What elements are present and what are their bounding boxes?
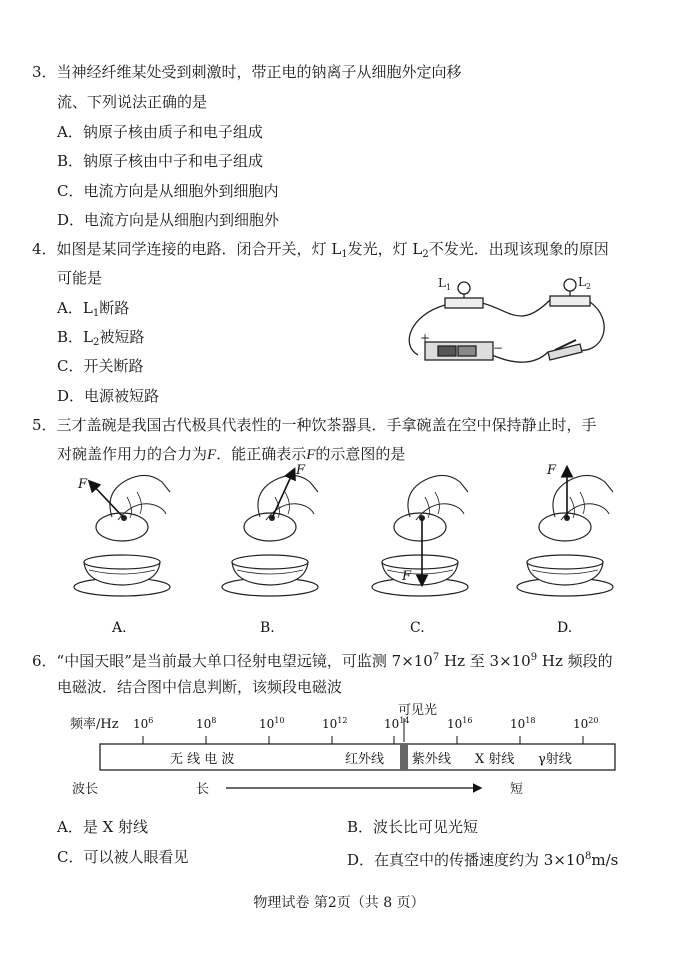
force-arrow-a xyxy=(90,482,124,518)
lamp2-bulb xyxy=(564,279,576,291)
freq-axis-label: 频率/Hz xyxy=(70,717,119,732)
q4-stem: 4．如图是某同学连接的电路．闭合开关，灯 $L_1$发光，灯 $L_2$不发光．出现该现象的原因 xyxy=(32,240,609,260)
figure-label-d: D. xyxy=(557,620,573,636)
circuit-diagram xyxy=(400,270,615,380)
tick-label-1e10: $10^{10}$ xyxy=(259,716,285,731)
wavelength-long-label: 长 xyxy=(196,782,210,797)
switch xyxy=(548,344,582,360)
q5-number: 5． xyxy=(32,416,57,434)
q3-option-d: D．电流方向是从细胞内到细胞外 xyxy=(57,211,280,229)
band-radio: 无 线 电 波 xyxy=(170,752,235,767)
tick-label-1e16: $10^{16}$ xyxy=(447,716,473,731)
battery-minus-label: − xyxy=(493,341,504,355)
q3-stem-line2: 流、下列说法正确的是 xyxy=(57,93,208,111)
q3-number: 3． xyxy=(32,63,57,81)
q4-option-d: D．电源被短路 xyxy=(57,387,160,405)
q6-option-c: C．可以被人眼看见 xyxy=(57,848,189,866)
band-gamma: γ射线 xyxy=(538,752,572,767)
q3-stem-line1: 当神经纤维某处受到刺激时，带正电的钠离子从细胞外定向移 xyxy=(56,63,462,81)
lamp2-label: $L_2$ xyxy=(578,275,592,291)
figure-a xyxy=(74,475,170,596)
tick-label-1e20: $10^{20}$ xyxy=(573,716,599,731)
figure-label-b: B. xyxy=(260,620,275,636)
tick-label-1e8: $10^8$ xyxy=(196,716,217,731)
q6-stem: 6．“中国天眼”是当前最大单口径射电望远镜，可监测 $7\times 10^7$ Hz 至 $3\times 10^9$ Hz 频段的 xyxy=(32,652,613,670)
q3-option-a: A．钠原子核由质子和电子组成 xyxy=(57,123,263,141)
svg-text:F: F xyxy=(296,463,306,478)
tick-label-1e12: $10^{12}$ xyxy=(322,716,348,731)
band-infrared: 红外线 xyxy=(345,752,385,767)
q4-option-a: A．$L_1$断路 xyxy=(57,299,130,319)
tick-label-1e14: $10^{14}$ xyxy=(384,716,410,731)
q3-option-b: B．钠原子核由中子和电子组成 xyxy=(57,152,264,170)
tick-label-1e6: $10^6$ xyxy=(133,716,154,731)
svg-text:F: F xyxy=(402,569,412,584)
battery-cell-1 xyxy=(438,346,456,356)
q6-option-d: D．在真空中的传播速度约为 $3\times 10^8m/s$ xyxy=(347,851,619,869)
q5-figures xyxy=(60,462,620,642)
visible-light-strip xyxy=(400,744,408,770)
q4-stem-line2: 可能是 xyxy=(57,269,103,287)
figure-d xyxy=(517,463,613,596)
battery-plus-label: + xyxy=(420,331,431,345)
svg-text:F: F xyxy=(547,463,557,478)
q4-option-b: B．$L_2$被短路 xyxy=(57,328,145,348)
spectrum-diagram xyxy=(60,698,640,808)
wire-right xyxy=(575,302,604,350)
freq-tick-labels xyxy=(133,716,598,731)
figure-label-a: A. xyxy=(112,620,127,636)
lamp1-label: $L_1$ xyxy=(438,276,452,292)
lamp1-base xyxy=(445,298,483,308)
band-xray: X 射线 xyxy=(475,752,515,767)
figure-c xyxy=(372,475,468,596)
wavelength-short-label: 短 xyxy=(510,782,524,797)
page-footer: 物理试卷 第2页（共 8 页） xyxy=(253,895,425,911)
q6-option-b: B．波长比可见光短 xyxy=(347,818,479,836)
q3-option-c: C．电流方向是从细胞外到细胞内 xyxy=(57,182,279,200)
lamp1-bulb xyxy=(458,282,470,294)
visible-light-label: 可见光 xyxy=(398,703,438,718)
battery-cell-2 xyxy=(458,346,476,356)
q4-number: 4． xyxy=(32,240,57,258)
q4-option-c: C．开关断路 xyxy=(57,357,144,375)
q5-stem: 5．三才盖碗是我国古代极具代表性的一种饮茶器具．手拿碗盖在空中保持静止时，手 xyxy=(32,416,597,434)
tick-label-1e18: $10^{18}$ xyxy=(510,716,536,731)
wire-middle xyxy=(482,300,550,316)
q6-option-a: A．是 X 射线 xyxy=(57,818,149,836)
lamp2-base xyxy=(550,296,590,306)
q6-stem-line2: 电磁波．结合图中信息判断，该频段电磁波 xyxy=(57,678,343,696)
band-ultraviolet: 紫外线 xyxy=(412,752,452,767)
svg-text:F: F xyxy=(78,477,88,492)
figure-b xyxy=(222,463,318,596)
wavelength-label: 波长 xyxy=(72,782,99,797)
q5-stem-line2: 对碗盖作用力的合力为F．能正确表示F的示意图的是 xyxy=(57,445,406,463)
figure-label-c: C. xyxy=(410,620,425,636)
q6-number: 6． xyxy=(32,652,57,670)
q3-stem xyxy=(32,62,462,82)
